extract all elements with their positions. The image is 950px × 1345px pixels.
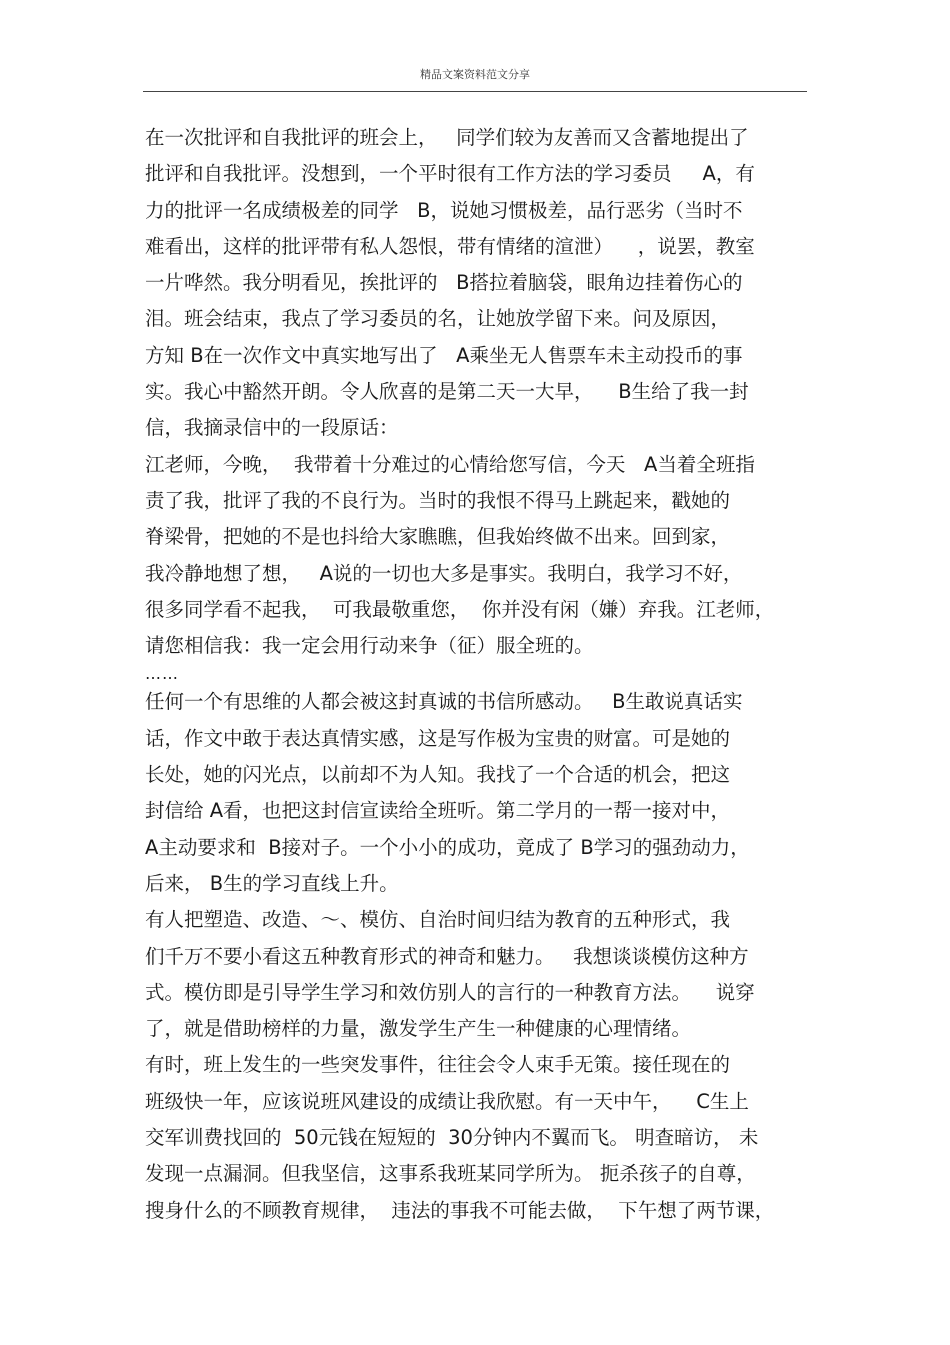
text-line: 我冷静地想了想， A说的一切也大多是事实。我明白，我学习不好， bbox=[145, 561, 743, 585]
text-line: 有时，班上发生的一些突发事件，往往会令人束手无策。接任现在的 bbox=[145, 1053, 731, 1077]
text-line: 力的批评一名成绩极差的同学 B，说她习惯极差，品行恶劣（当时不 bbox=[145, 198, 743, 222]
text-line: 式。模仿即是引导学生学习和效仿别人的言行的一种教育方法。 说穿 bbox=[145, 980, 755, 1004]
text-line: 发现一点漏洞。但我坚信，这事系我班某同学所为。 扼杀孩子的自尊， bbox=[145, 1162, 756, 1186]
text-line: 江老师，今晚， 我带着十分难过的心情给您写信，今天 A当着全班指 bbox=[145, 452, 755, 476]
text-line: 脊梁骨，把她的不是也抖给大家瞧瞧，但我始终做不出来。回到家， bbox=[145, 525, 731, 549]
text-line: 难看出，这样的批评带有私人怨恨，带有情绪的渲泄） ，说罢，教室 bbox=[145, 234, 755, 258]
text-line: 实。我心中豁然开朗。令人欣喜的是第二天一大早， B生给了我一封 bbox=[145, 380, 749, 404]
text-line: 话，作文中敢于表达真情实感，这是写作极为宝贵的财富。可是她的 bbox=[145, 726, 731, 750]
ellipsis-line: …… bbox=[145, 664, 179, 684]
page-header: 精品文案资料范文分享 bbox=[420, 68, 530, 81]
text-line: 批评和自我批评。没想到，一个平时很有工作方法的学习委员 A，有 bbox=[145, 162, 755, 186]
text-line: A主动要求和 B接对子。一个小小的成功，竟成了 B学习的强劲动力， bbox=[145, 835, 750, 859]
text-line: 长处，她的闪光点，以前却不为人知。我找了一个合适的机会，把这 bbox=[145, 763, 731, 787]
text-line: 任何一个有思维的人都会被这封真诚的书信所感动。 B生敢说真话实 bbox=[145, 690, 743, 714]
text-line: 责了我，批评了我的不良行为。当时的我恨不得马上跳起来，戳她的 bbox=[145, 488, 731, 512]
text-line: 信，我摘录信中的一段原话： bbox=[145, 416, 399, 440]
text-line: 们千万不要小看这五种教育形式的神奇和魅力。 我想谈谈模仿这种方 bbox=[145, 944, 749, 968]
text-line: 方知 B在一次作文中真实地写出了 A乘坐无人售票车未主动投币的事 bbox=[145, 343, 743, 367]
text-line: 交军训费找回的 50元钱在短短的 30分钟内不翼而飞。 明查暗访， 未 bbox=[145, 1126, 759, 1150]
text-line: 班级快一年，应该说班风建设的成绩让我欣慰。有一天中午， C生上 bbox=[145, 1089, 749, 1113]
document-body bbox=[145, 120, 810, 1229]
text-line: 一片哗然。我分明看见，挨批评的 B搭拉着脑袋，眼角边挂着伤心的 bbox=[145, 271, 743, 295]
text-line: 封信给 A看，也把这封信宣读给全班听。第二学月的一帮一接对中， bbox=[145, 799, 731, 823]
text-line: 了，就是借助榜样的力量，激发学生产生一种健康的心理情绪。 bbox=[145, 1017, 692, 1041]
text-line: 在一次批评和自我批评的班会上， 同学们较为友善而又含蓄地提出了 bbox=[145, 126, 749, 149]
text-line: 请您相信我：我一定会用行动来争（征）服全班的。 bbox=[145, 634, 594, 658]
text-line: 很多同学看不起我， 可我最敬重您， 你并没有闲（嫌）弃我。江老师， bbox=[145, 597, 775, 621]
text-line: 后来， B生的学习直线上升。 bbox=[145, 871, 399, 895]
text-line: 有人把塑造、改造、～、模仿、自治时间归结为教育的五种形式，我 bbox=[145, 908, 731, 932]
text-line: 泪。班会结束，我点了学习委员的名，让她放学留下来。问及原因， bbox=[145, 307, 731, 331]
text-line: 搜身什么的不顾教育规律， 违法的事我不可能去做， 下午想了两节课， bbox=[145, 1198, 775, 1222]
header-divider bbox=[143, 91, 807, 92]
